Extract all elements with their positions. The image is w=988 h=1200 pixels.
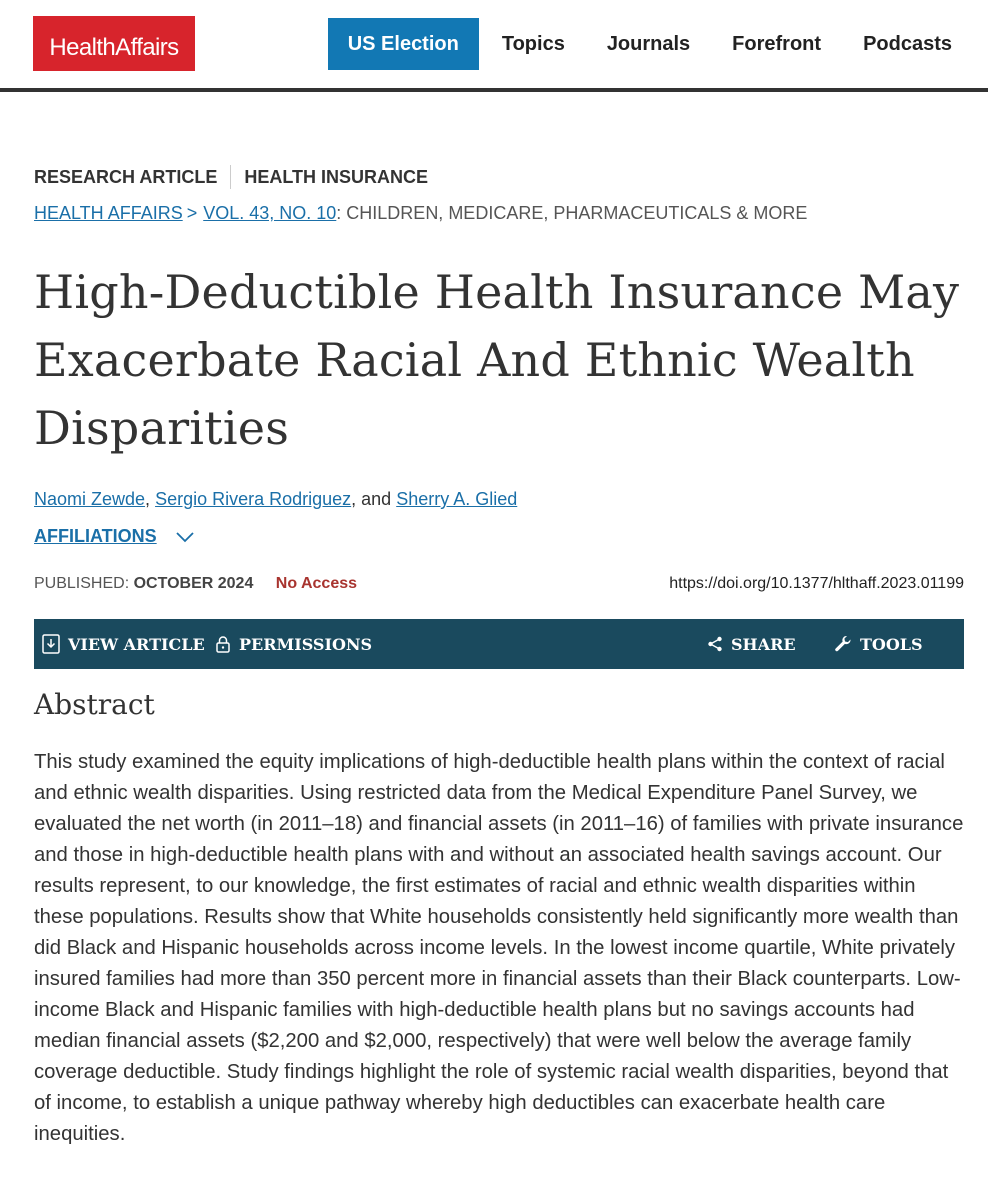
author-list	[34, 489, 517, 510]
nav-topics[interactable]: Topics	[501, 32, 565, 55]
category-divider	[230, 165, 231, 189]
breadcrumb-issue-topic: : CHILDREN, MEDICARE, PHARMACEUTICALS & MORE	[336, 203, 808, 223]
tools-button[interactable]	[834, 619, 923, 669]
nav-podcasts[interactable]: Podcasts	[863, 32, 952, 55]
author-separator: , and	[351, 489, 397, 509]
affiliations-toggle[interactable]	[34, 526, 195, 547]
published-date: OCTOBER 2024	[133, 575, 254, 592]
breadcrumb	[34, 203, 807, 224]
permissions-button[interactable]	[215, 619, 372, 669]
author-link[interactable]: Naomi Zewde	[34, 489, 146, 509]
article-title: High-Deductible Health Insurance May Exacerbate Racial And Ethnic Wealth Disparities	[34, 265, 960, 455]
site-header	[0, 0, 988, 92]
tools-label: TOOLS	[860, 634, 923, 654]
abstract-heading: Abstract	[34, 688, 155, 721]
wrench-icon	[834, 635, 852, 653]
nav-forefront[interactable]: Forefront	[732, 32, 822, 55]
article-categories	[34, 165, 428, 189]
access-status: No Access	[275, 575, 358, 592]
author-link[interactable]: Sergio Rivera Rodriguez	[155, 489, 352, 509]
share-icon	[707, 636, 723, 652]
share-button[interactable]	[707, 619, 796, 669]
nav-us-election[interactable]: US Election	[328, 18, 479, 70]
doi-link[interactable]: https://doi.org/10.1377/hlthaff.2023.01199	[669, 575, 964, 592]
lock-icon	[215, 635, 231, 653]
publication-info	[34, 575, 964, 593]
logo-text: HealthAffairs	[49, 33, 179, 61]
health-affairs-logo[interactable]	[33, 16, 195, 71]
abstract-text: This study examined the equity implications of high-deductible health plans within the context of racial and ethnic wealth disparities. Using restricted data from the Medical Expenditure Panel Survey, we evaluated the net worth (in 2011–18) and financial assets (in 2011–16) of families with private insurance and those in high-deductible health plans with and without an associated health savings account. Our results represent, to our knowledge, the first estimates of racial and ethnic wealth disparities within these populations. Results show that White households consistently held significantly more wealth than did Black and Hispanic households across income levels. In the lowest income quartile, White privately insured families had more than 350 percent more in financial assets than their Black counterparts. Low-income Black and Hispanic families with high-deductible health plans but no savings accounts had median financial assets ($2,200 and $2,000, respectively) that were well below the average family coverage deductible. Study findings highlight the role of systemic racial wealth disparities, beyond that of income, to establish a unique pathway whereby high deductibles can exacerbate health care inequities.	[34, 751, 964, 1145]
main-nav	[328, 18, 988, 70]
breadcrumb-issue-link[interactable]: VOL. 43, NO. 10	[203, 203, 337, 223]
category-research-article[interactable]: RESEARCH ARTICLE	[34, 166, 218, 187]
published-label: PUBLISHED:	[34, 575, 130, 592]
permissions-label: PERMISSIONS	[239, 634, 373, 654]
share-label: SHARE	[731, 634, 796, 654]
affiliations-label: AFFILIATIONS	[34, 526, 157, 546]
breadcrumb-arrow: >	[186, 203, 198, 223]
chevron-down-icon	[175, 527, 195, 547]
nav-journals[interactable]: Journals	[606, 32, 691, 55]
article-toolbar	[34, 619, 964, 669]
category-health-insurance[interactable]: HEALTH INSURANCE	[244, 166, 429, 187]
download-icon	[42, 634, 60, 654]
author-separator: ,	[145, 489, 156, 509]
breadcrumb-journal-link[interactable]: HEALTH AFFAIRS	[34, 203, 183, 223]
view-article-button[interactable]	[42, 619, 205, 669]
view-article-label: VIEW ARTICLE	[68, 634, 205, 654]
author-link[interactable]: Sherry A. Glied	[396, 489, 518, 509]
